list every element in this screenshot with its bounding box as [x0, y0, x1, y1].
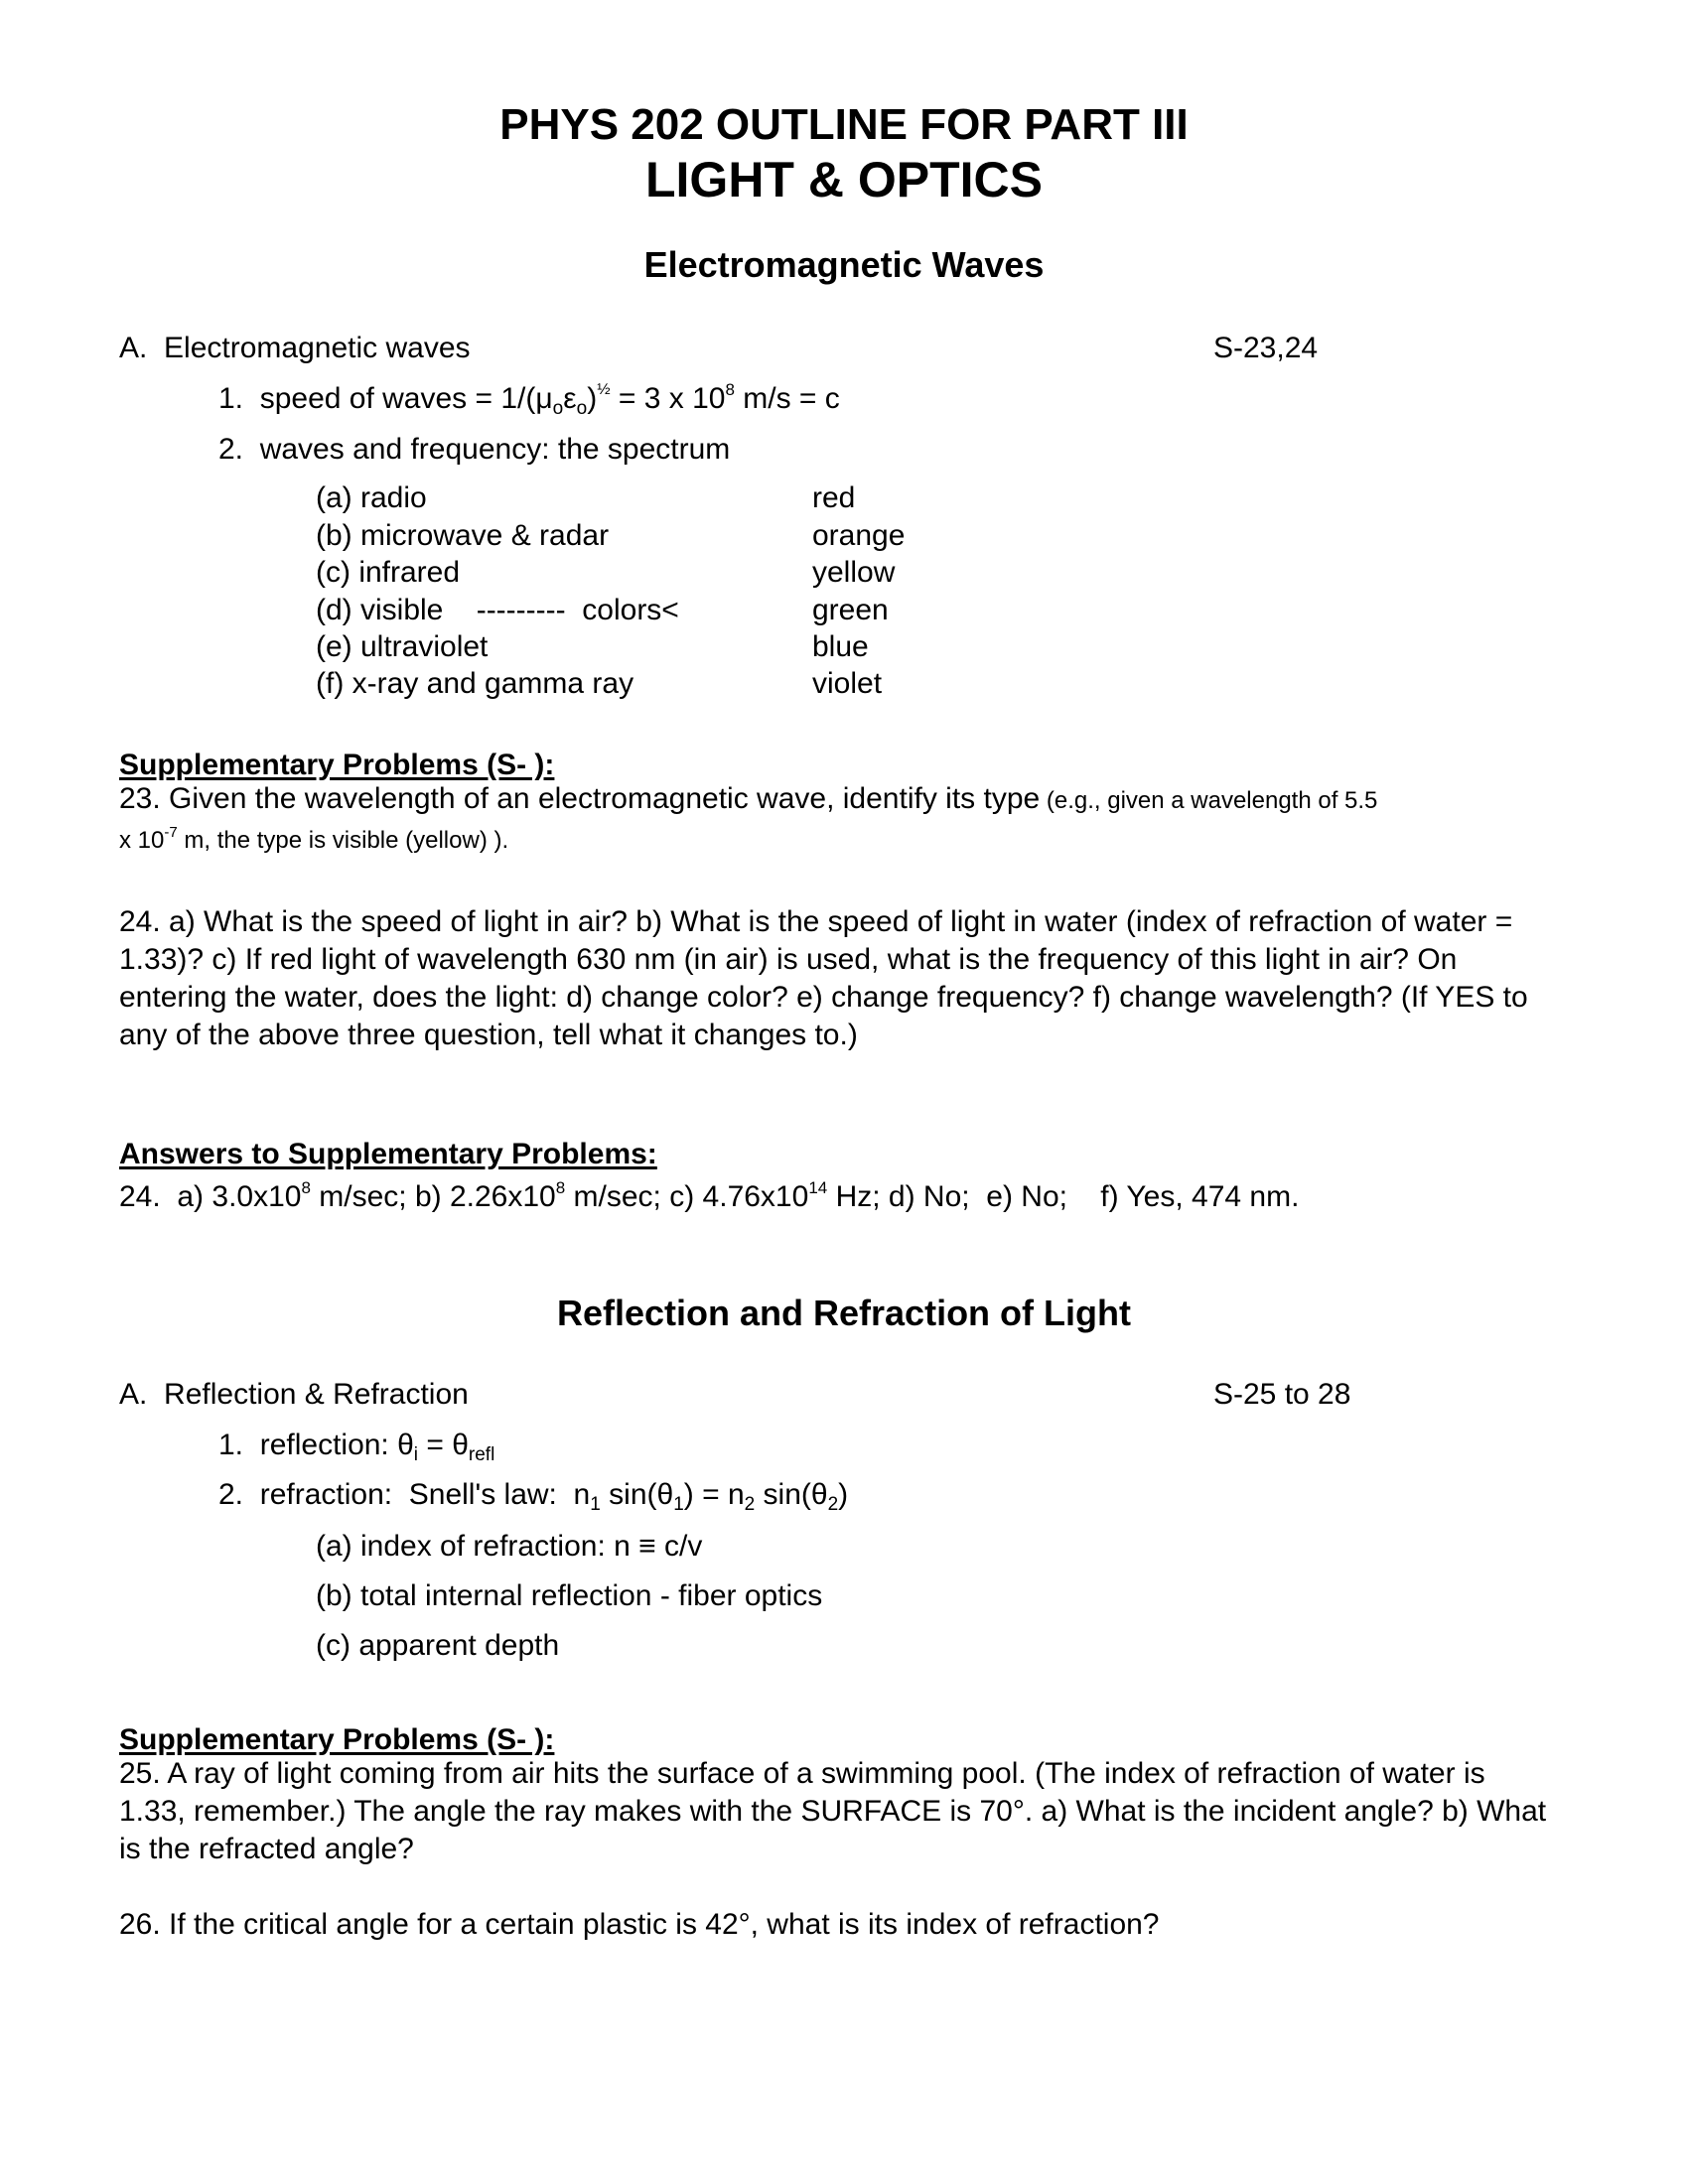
- spectrum-color: blue: [812, 630, 869, 663]
- problem-26: 26. If the critical angle for a certain plastic is 42°, what is its index of refraction?: [119, 1908, 1160, 1941]
- spectrum-color: red: [812, 481, 856, 514]
- supplementary-problems-heading: Supplementary Problems (S- ):: [119, 749, 555, 781]
- outline-item-A: [119, 334, 471, 363]
- problem-23: 23. Given the wavelength of an electromagnetic wave, identify its type (e.g., given a wavelength of 5.5 x $10^{-7}$ m, the type is visible (yellow) ).: [119, 782, 1378, 854]
- outline-subitem-refraction: 2. refraction: Snell's law: $n_1$ $\sin(\theta_1) = n_2$ $\sin(\theta_2)$: [218, 1478, 849, 1515]
- answer-24: 24. a) $3.0x10^8$ m/sec; b) $2.26x10^8$ m/sec; c) $4.76x10^{14}$ Hz; d) No; e) No; f) Yes, 474 nm.: [119, 1178, 1300, 1213]
- spectrum-item: (a) radio: [316, 481, 427, 514]
- answers-heading: Answers to Supplementary Problems:: [119, 1138, 657, 1170]
- spectrum-color: violet: [812, 667, 883, 700]
- outline-letter: A.: [119, 332, 148, 364]
- problem-25: 25. A ray of light coming from air hits the surface of a swimming pool. (The index of refraction of water is 1.33, remember.) The angle the ray makes with the SURFACE is 70°. a) What is the incident angle? b) What is the refracted angle?: [119, 1757, 1547, 1865]
- document-title: PHYS 202 OUTLINE FOR PART III: [499, 100, 1189, 149]
- spectrum-color: yellow: [812, 556, 896, 589]
- refraction-subitem: (a) index of refraction: n ≡ c/v: [316, 1530, 703, 1563]
- spectrum-item: (e) ultraviolet: [316, 630, 489, 663]
- outline-item-A: A. Reflection & Refraction: [119, 1378, 469, 1411]
- section-heading-em-waves: Electromagnetic Waves: [643, 244, 1045, 285]
- document-subtitle: LIGHT & OPTICS: [645, 152, 1043, 207]
- outline-subitem-spectrum: 2. waves and frequency: the spectrum: [218, 433, 731, 466]
- spectrum-item: (f) x-ray and gamma ray: [316, 667, 634, 700]
- outline-subitem-reflection: 1. reflection: $\theta_i = \theta_{refl}$: [218, 1429, 495, 1465]
- outline-label: Electromagnetic waves: [164, 332, 471, 364]
- spectrum-item: (d) visible --------- colors<: [316, 594, 679, 626]
- problem-reference: S-25 to 28: [1213, 1378, 1351, 1411]
- refraction-subitem: (b) total internal reflection - fiber optics: [316, 1579, 823, 1612]
- spectrum-item: (b) microwave & radar: [316, 519, 610, 552]
- section-heading-reflection-refraction: Reflection and Refraction of Light: [556, 1293, 1131, 1333]
- outline-subitem-speed: 1. speed of waves = $1/(\mu_o\varepsilon_o)^{\frac{1}{2}} = 3$ x $10^8$ m/s = c: [218, 380, 840, 419]
- spectrum-color: green: [812, 594, 889, 626]
- problem-reference: S-23,24: [1213, 332, 1319, 364]
- supplementary-problems-heading: Supplementary Problems (S- ):: [119, 1723, 555, 1756]
- problem-24: 24. a) What is the speed of light in air? b) What is the speed of light in water (index of refraction of water = 1.33)? c) If red light of wavelength 630 nm (in air) is used, what is the frequency of this light in air? On entering the water, does the light: d) change color? e) change frequency? f) change wavelength? (If YES to any of the above three question, tell what it changes to.): [119, 905, 1528, 1051]
- refraction-subitem: (c) apparent depth: [316, 1629, 560, 1662]
- spectrum-color: orange: [812, 519, 906, 552]
- spectrum-item: (c) infrared: [316, 556, 461, 589]
